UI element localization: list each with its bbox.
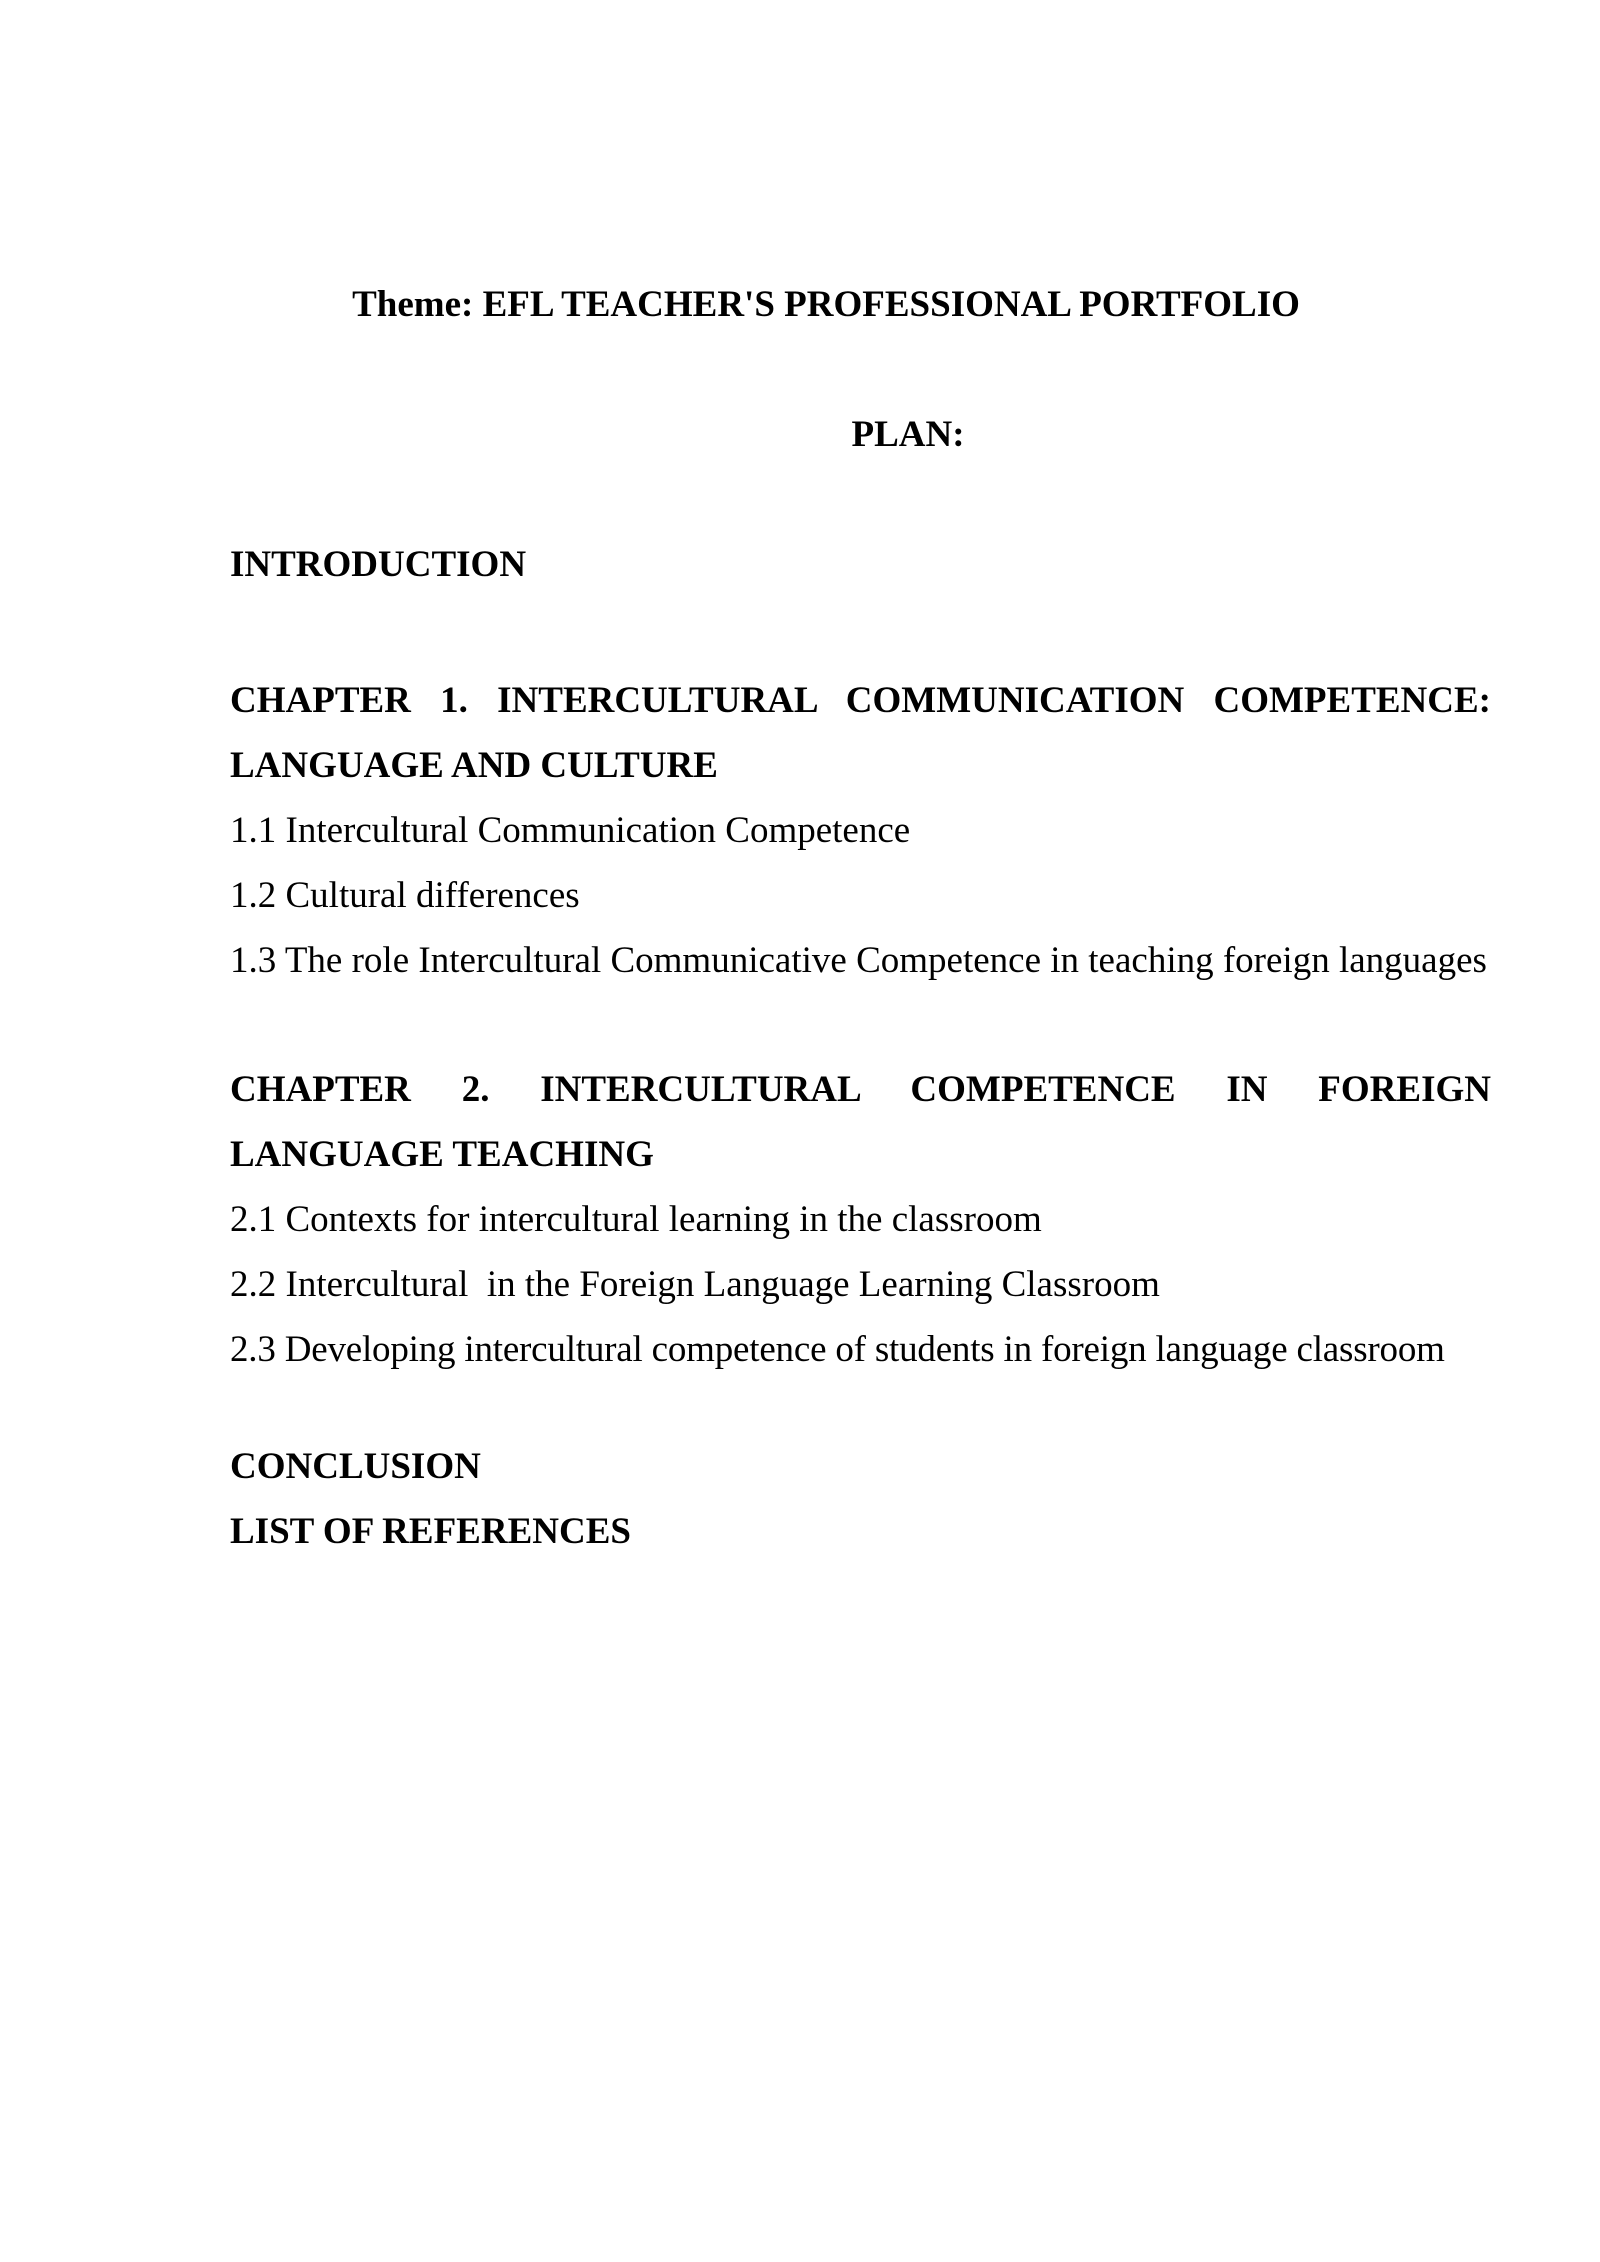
references-heading: LIST OF REFERENCES [230, 1511, 631, 1552]
chapter1-items [230, 798, 1491, 993]
chapter2-heading: CHAPTER 2. INTERCULTURAL COMPETENCE IN FOREIGN LANGUAGE TEACHING [230, 1069, 1491, 1175]
chapter2-item: 2.3 Developing intercultural competence of students in foreign language classroom [230, 1329, 1445, 1370]
plan-content [230, 540, 1491, 1564]
conclusion-heading: CONCLUSION [230, 1446, 481, 1487]
plan-heading [0, 411, 1600, 459]
introduction-heading: INTRODUCTION [230, 544, 527, 585]
chapter2-items [230, 1187, 1491, 1382]
chapter2-item: 2.1 Contexts for intercultural learning in the classroom [230, 1199, 1042, 1240]
chapter1-item: 1.3 The role Intercultural Communicative Competence in teaching foreign languages [230, 940, 1487, 981]
spacer [230, 588, 1491, 670]
plan-heading-text: PLAN: [851, 414, 965, 455]
chapter1-item: 1.2 Cultural differences [230, 875, 580, 916]
chapter1-item: 1.1 Intercultural Communication Competence [230, 810, 911, 851]
theme-text: Theme: EFL TEACHER'S PROFESSIONAL PORTFOLIO [352, 284, 1300, 325]
spacer [230, 993, 1491, 1057]
chapter2-item: 2.2 Intercultural in the Foreign Language Learning Classroom [230, 1264, 1160, 1305]
document-theme-title [0, 281, 1600, 329]
spacer [230, 1382, 1491, 1434]
chapter1-heading: CHAPTER 1. INTERCULTURAL COMMUNICATION COMPETENCE: LANGUAGE AND CULTURE [230, 680, 1491, 786]
